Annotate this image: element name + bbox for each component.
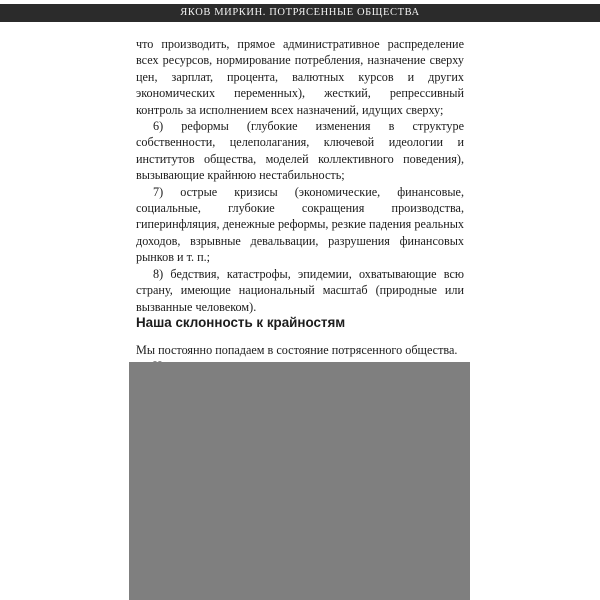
gray-overlay-block [129, 362, 470, 600]
list-item-7: 7) острые кризисы (экономические, финансовые, социальные, глубокие сокращения производства, гиперинфляция, денежные реформы, резкие падения реальных доходов, взрывные девальвации, разрушения финансовых рынков и т. п.; [136, 184, 464, 265]
body-text [136, 36, 464, 315]
section-heading: Наша склонность к крайностям [136, 315, 346, 330]
list-item-6: 6) реформы (глубокие изменения в структуре собственности, целеполагания, ключевой идеологии и институтов общества, моделей коллективного поведения), вызывающие крайнюю нестабильность; [136, 119, 464, 183]
section-intro-line: Мы постоянно попадаем в состояние потрясенного общества. [136, 343, 458, 357]
paragraph-continuation: что производить, прямое административное распределение всех ресурсов, нормирование потребления, назначение сверху цен, зарплат, процента, валютных курсов и других экономических переменных), жесткий, репрессивный контроль за исполнением всех назначений, идущих сверху; [136, 37, 464, 117]
list-item-8: 8) бедствия, катастрофы, эпидемии, охватывающие всю страну, имеющие национальный масштаб (природные или вызванные человеком). [136, 266, 464, 314]
running-head: ЯКОВ МИРКИН. ПОТРЯСЕННЫЕ ОБЩЕСТВА [0, 4, 600, 22]
